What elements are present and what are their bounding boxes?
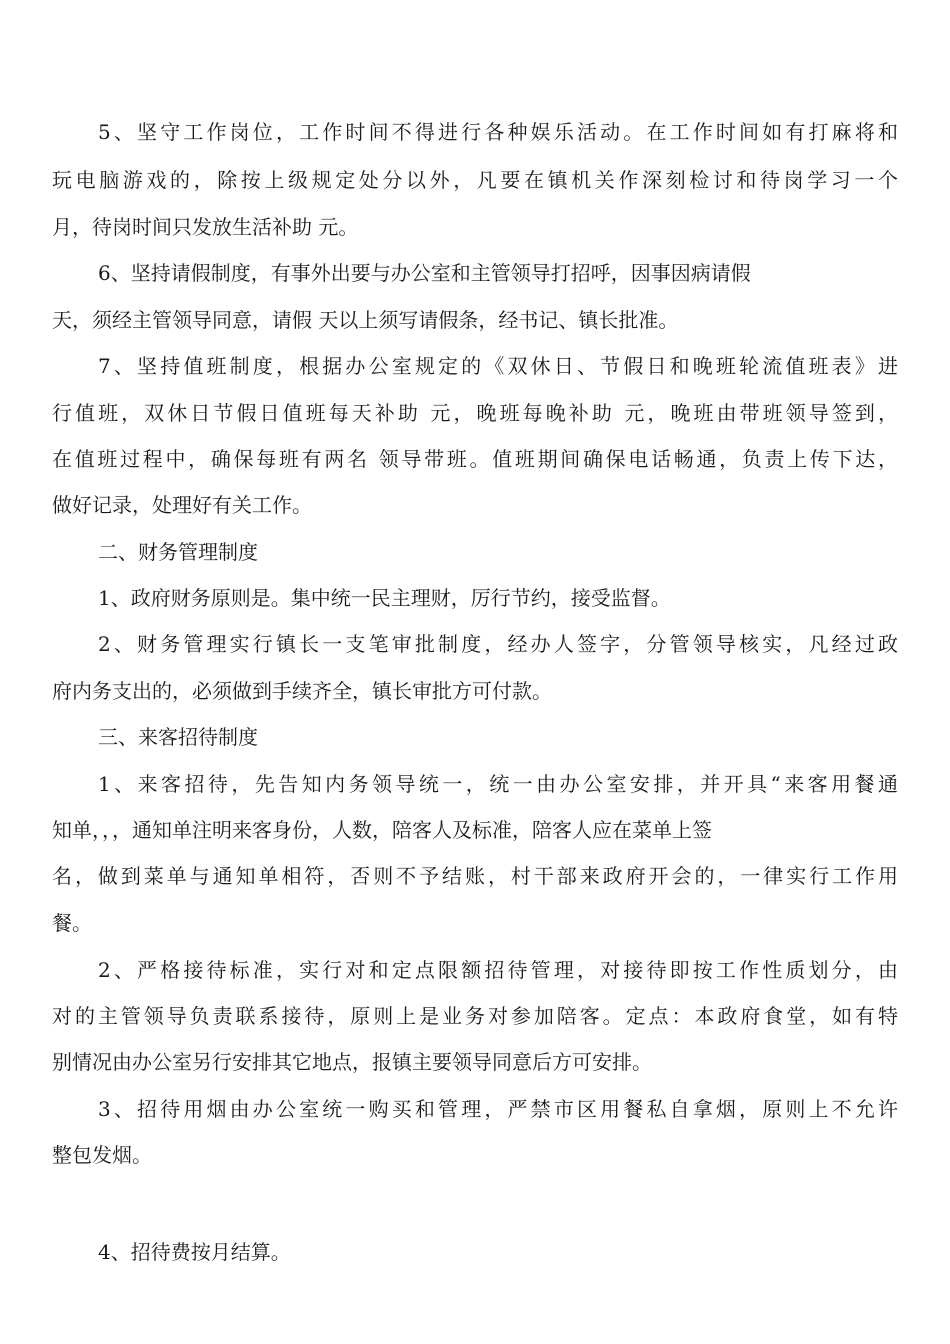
- finance-item-1: 1、政府财务原则是。集中统一民主理财，厉行节约，接受监督。: [98, 586, 671, 610]
- paragraph-7-line-4: 做好记录，处理好有关工作。: [52, 493, 312, 517]
- paragraph-7-line-2: 行值班，双休日节假日值班每天补助 元，晚班每晚补助 元，晚班由带班领导签到，: [52, 401, 898, 425]
- reception-item-1-line-4: 餐。: [52, 911, 92, 935]
- reception-item-4: 4、招待费按月结算。: [98, 1240, 291, 1264]
- reception-item-3-line-2: 整包发烟。: [52, 1143, 152, 1167]
- paragraph-7-line-3: 在值班过程中，确保每班有两名 领导带班。值班期间确保电话畅通，负责上传下达，: [52, 447, 898, 471]
- reception-item-1-line-3: 名，做到菜单与通知单相符，否则不予结账，村干部来政府开会的，一律实行工作用: [52, 864, 898, 888]
- finance-item-2-line-1: 2、财务管理实行镇长一支笔审批制度，经办人签字，分管领导核实，凡经过政: [98, 632, 898, 656]
- finance-item-2-line-2: 府内务支出的，必须做到手续齐全，镇长审批方可付款。: [52, 679, 552, 703]
- reception-item-1-line-2: 知单，，，通知单注明来客身份，人数，陪客人及标准，陪客人应在菜单上签: [52, 818, 712, 842]
- paragraph-7-line-1: 7、坚持值班制度，根据办公室规定的《双休日、节假日和晚班轮流值班表》进: [98, 354, 898, 378]
- paragraph-6-line-1: 6、坚持请假制度，有事外出要与办公室和主管领导打招呼，因事因病请假: [98, 261, 751, 285]
- reception-item-2-line-2: 对的主管领导负责联系接待，原则上是业务对参加陪客。定点：本政府食堂，如有特: [52, 1004, 898, 1028]
- reception-item-2-line-1: 2、严格接待标准，实行对和定点限额招待管理，对接待即按工作性质划分，由: [98, 958, 898, 982]
- reception-item-2-line-3: 别情况由办公室另行安排其它地点，报镇主要领导同意后方可安排。: [52, 1050, 652, 1074]
- paragraph-6-line-2: 天，须经主管领导同意，请假 天以上须写请假条，经书记、镇长批准。: [52, 308, 679, 332]
- paragraph-5-line-2: 玩电脑游戏的，除按上级规定处分以外，凡要在镇机关作深刻检讨和待岗学习一个: [52, 168, 898, 192]
- paragraph-5-line-1: 5、坚守工作岗位，工作时间不得进行各种娱乐活动。在工作时间如有打麻将和: [98, 120, 898, 144]
- paragraph-5-line-3: 月，待岗时间只发放生活补助 元。: [52, 215, 359, 239]
- section-heading-reception: 三、来客招待制度: [98, 725, 258, 749]
- reception-item-3-line-1: 3、招待用烟由办公室统一购买和管理，严禁市区用餐私自拿烟，原则上不允许: [98, 1097, 898, 1121]
- section-heading-finance: 二、财务管理制度: [98, 540, 258, 564]
- reception-item-1-line-1: 1、来客招待，先告知内务领导统一，统一由办公室安排，并开具“来客用餐通: [98, 772, 898, 796]
